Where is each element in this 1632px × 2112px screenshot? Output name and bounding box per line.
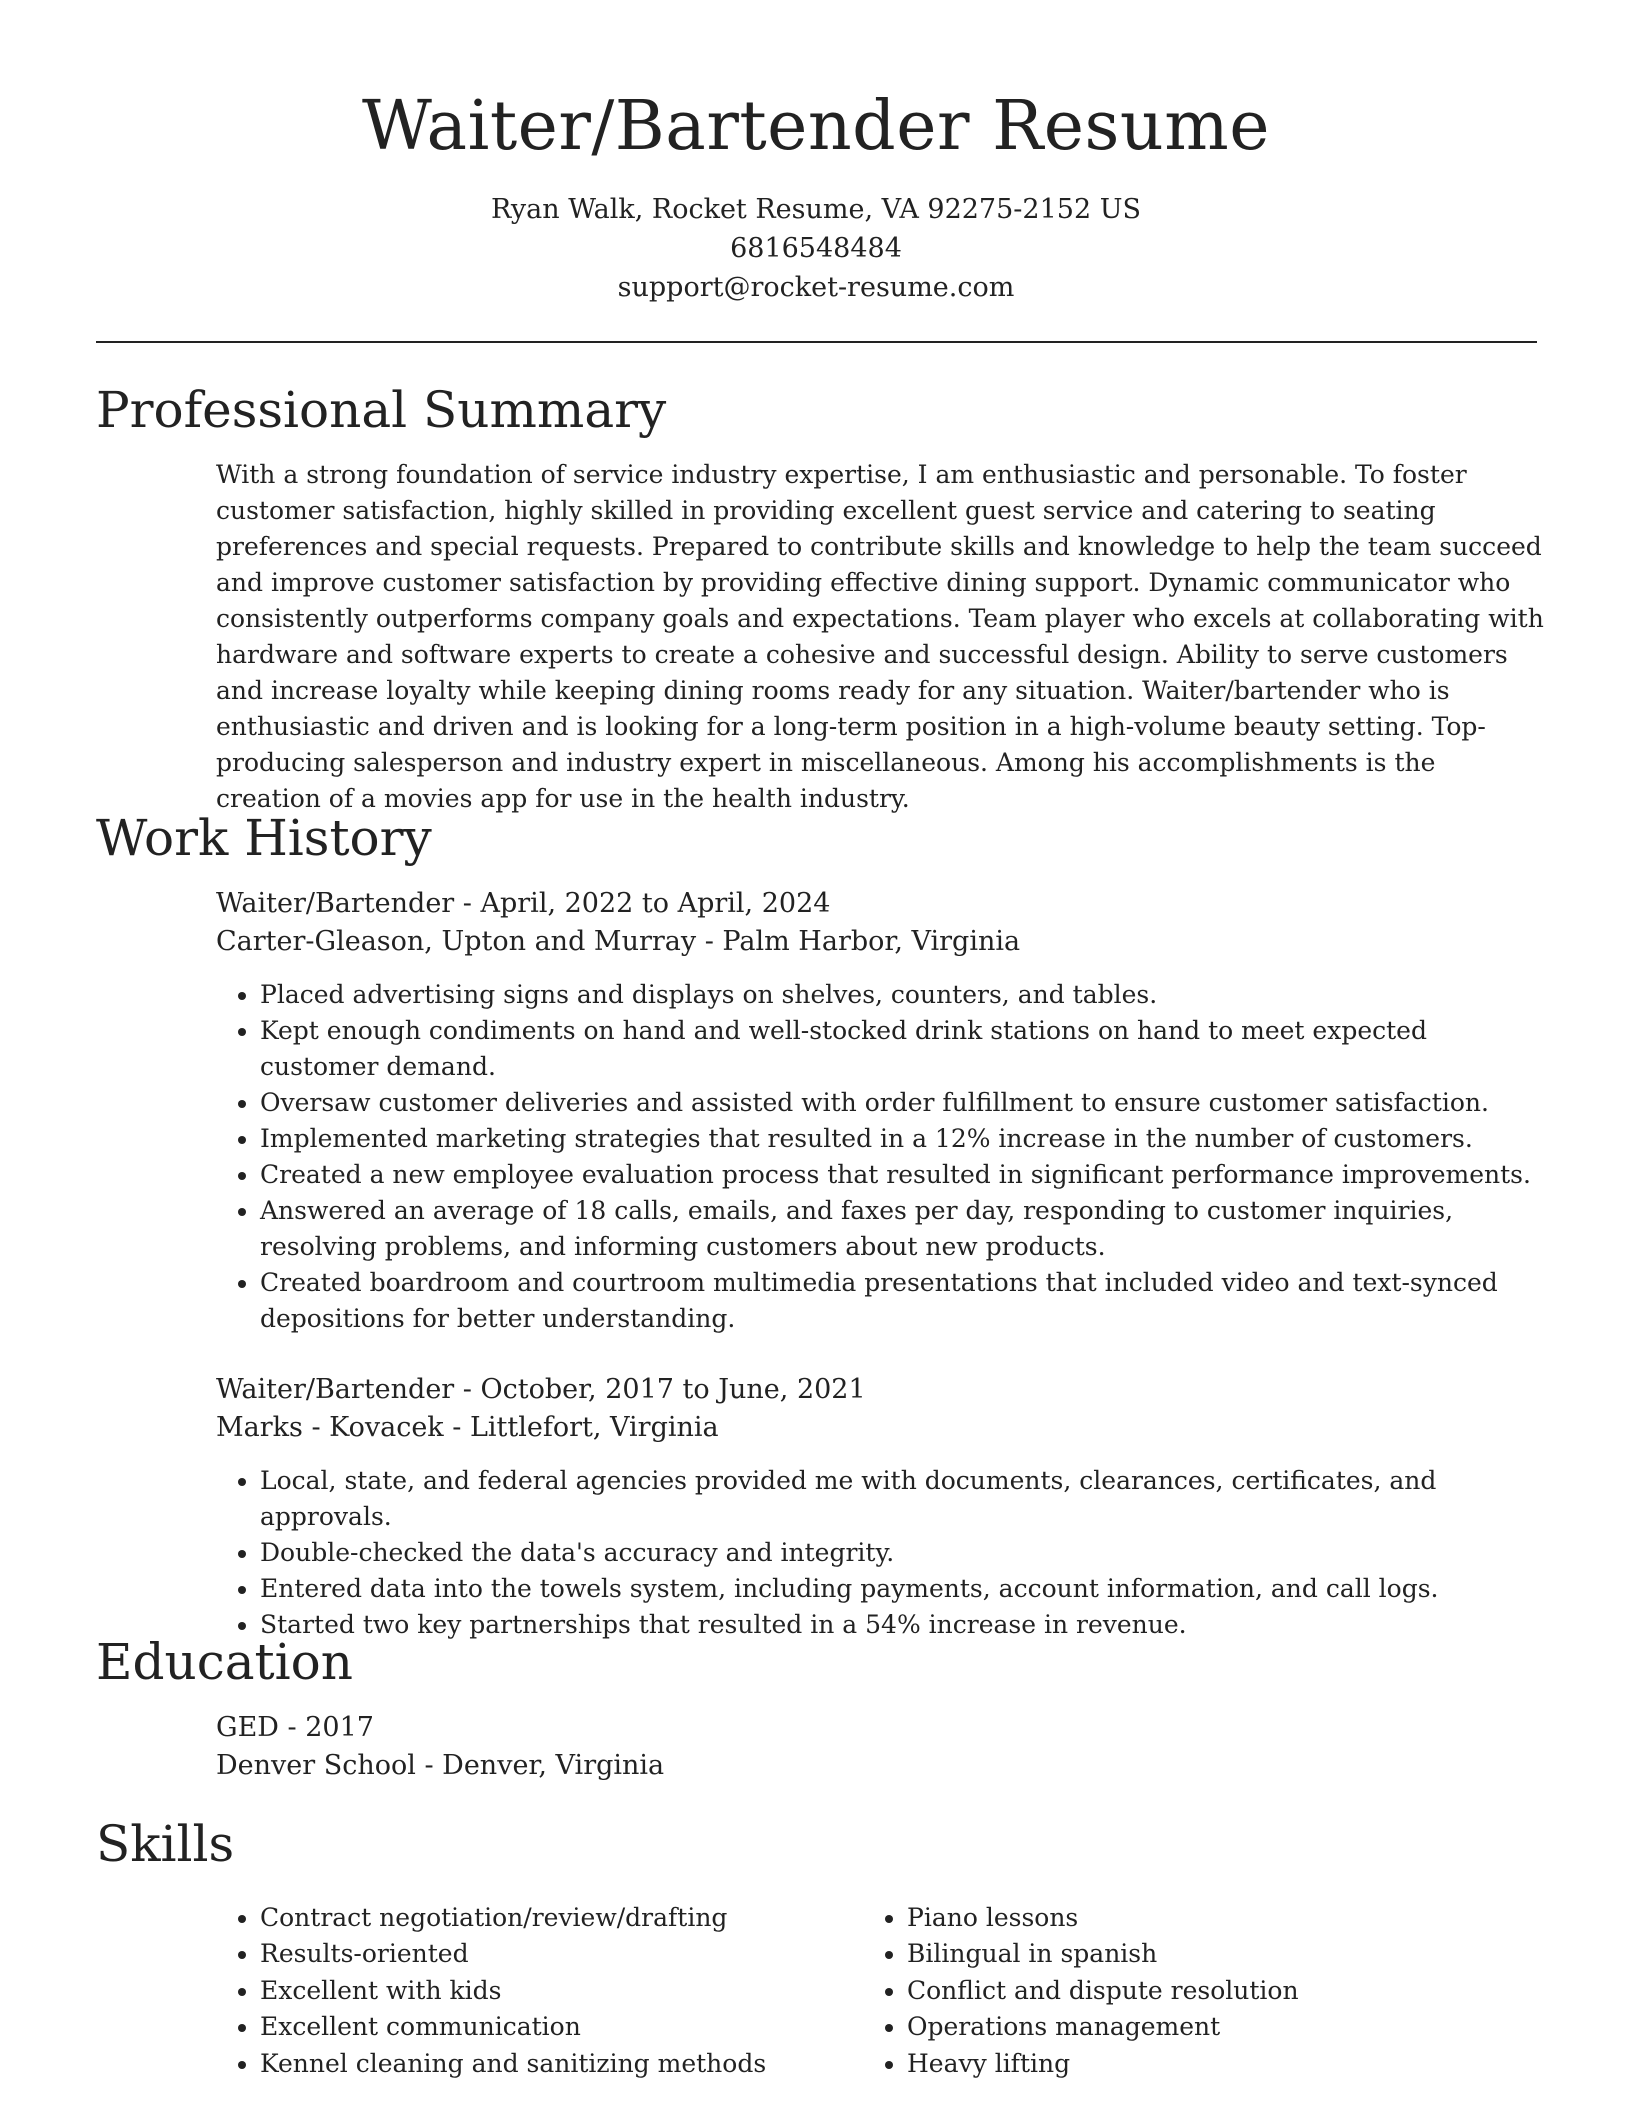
job-bullet: • Kept enough condiments on hand and well-stocked drink stations on hand to meet expected customer demand. [260, 1013, 1546, 1085]
job-bullet: • Created a new employee evaluation process that resulted in significant performance improvements. [260, 1157, 1546, 1193]
skill-item: • Excellent with kids [260, 1973, 766, 2009]
work-history-heading: Work History [96, 809, 432, 867]
skill-item: • Contract negotiation/review/drafting [260, 1900, 766, 1936]
job-bullet: • Entered data into the towels system, including payments, account information, and call logs. [260, 1571, 1546, 1607]
skills-bullets [863, 1900, 1299, 2082]
job-bullet: • Started two key partnerships that resulted in a 54% increase in revenue. [260, 1607, 1546, 1643]
education-degree-line [216, 1709, 1546, 1747]
skill-item: • Kennel cleaning and sanitizing methods [260, 2046, 766, 2082]
job-title-line [216, 885, 1546, 923]
education-location: - Denver, Virginia [415, 1750, 665, 1781]
contact-block [0, 190, 1632, 307]
job-bullets [216, 1463, 1546, 1643]
education-school-line [216, 1747, 1546, 1785]
job-entry [216, 1371, 1546, 1643]
skill-item: • Piano lessons [907, 1900, 1299, 1936]
job-location: - Palm Harbor, Virginia [696, 926, 1021, 957]
skill-item: • Results-oriented [260, 1936, 766, 1972]
job-bullets [216, 977, 1546, 1337]
job-title: Waiter/Bartender [216, 1374, 455, 1405]
skills-column-left [216, 1900, 766, 2082]
job-company-line [216, 1409, 1546, 1447]
job-dates: - October, 2017 to June, 2021 [454, 1374, 866, 1405]
job-company: Marks - Kovacek [216, 1412, 444, 1443]
skill-item: • Conflict and dispute resolution [907, 1973, 1299, 2009]
contact-email: support@rocket-resume.com [617, 272, 1015, 303]
job-bullet: • Implemented marketing strategies that resulted in a 12% increase in the number of customers. [260, 1121, 1546, 1157]
job-company-line [216, 923, 1546, 961]
resume-title: Waiter/Bartender Resume [362, 87, 1270, 166]
skill-item: • Bilingual in spanish [907, 1936, 1299, 1972]
education-heading: Education [96, 1633, 353, 1691]
education-entry [216, 1709, 1546, 1785]
job-bullet: • Oversaw customer deliveries and assisted with order fulfillment to ensure customer satisfaction. [260, 1085, 1546, 1121]
job-entry [216, 885, 1546, 1337]
job-title-line [216, 1371, 1546, 1409]
summary-text: With a strong foundation of service industry expertise, I am enthusiastic and personable. To foster customer satisfaction, highly skilled in providing excellent guest service and catering to seating preferences and special requests. Prepared to contribute skills and knowledge to help the team succeed and improve customer satisfaction by providing effective dining support. Dynamic communicator who consistently outperforms company goals and expectations. Team player who excels at collaborating with hardware and software experts to create a cohesive and successful design. Ability to serve customers and increase loyalty while keeping dining rooms ready for any situation. Waiter/bartender who is enthusiastic and driven and is looking for a long-term position in a high-volume beauty setting. Top-producing salesperson and industry expert in miscellaneous. Among his accomplishments is the creation of a movies app for use in the health industry. [216, 460, 1544, 813]
job-dates: - April, 2022 to April, 2024 [454, 888, 831, 919]
skill-item: • Operations management [907, 2009, 1299, 2045]
skill-item: • Excellent communication [260, 2009, 766, 2045]
skills-column-right [863, 1900, 1299, 2082]
job-bullet: • Local, state, and federal agencies provided me with documents, clearances, certificates, and approvals. [260, 1463, 1546, 1535]
contact-phone: 6816548484 [730, 233, 902, 264]
job-title: Waiter/Bartender [216, 888, 455, 919]
job-bullet: • Double-checked the data's accuracy and integrity. [260, 1535, 1546, 1571]
job-location: - Littlefort, Virginia [443, 1412, 719, 1443]
skills-bullets [216, 1900, 766, 2082]
job-bullet: • Answered an average of 18 calls, emails, and faxes per day, responding to customer inquiries, resolving problems, and informing customers about new products. [260, 1193, 1546, 1265]
skill-item: • Heavy lifting [907, 2046, 1299, 2082]
job-bullet: • Placed advertising signs and displays on shelves, counters, and tables. [260, 977, 1546, 1013]
job-bullet: • Created boardroom and courtroom multimedia presentations that included video and text-synced depositions for better understanding. [260, 1265, 1546, 1337]
header-divider [96, 341, 1537, 343]
skills-heading: Skills [96, 1815, 235, 1873]
resume-header [0, 0, 1632, 307]
job-company: Carter-Gleason, Upton and Murray [216, 926, 697, 957]
education-school: Denver School [216, 1750, 416, 1781]
education-year: - 2017 [278, 1712, 374, 1743]
summary-heading: Professional Summary [96, 381, 667, 439]
contact-address: Ryan Walk, Rocket Resume, VA 92275-2152 US [491, 194, 1141, 225]
education-degree: GED [216, 1712, 279, 1743]
